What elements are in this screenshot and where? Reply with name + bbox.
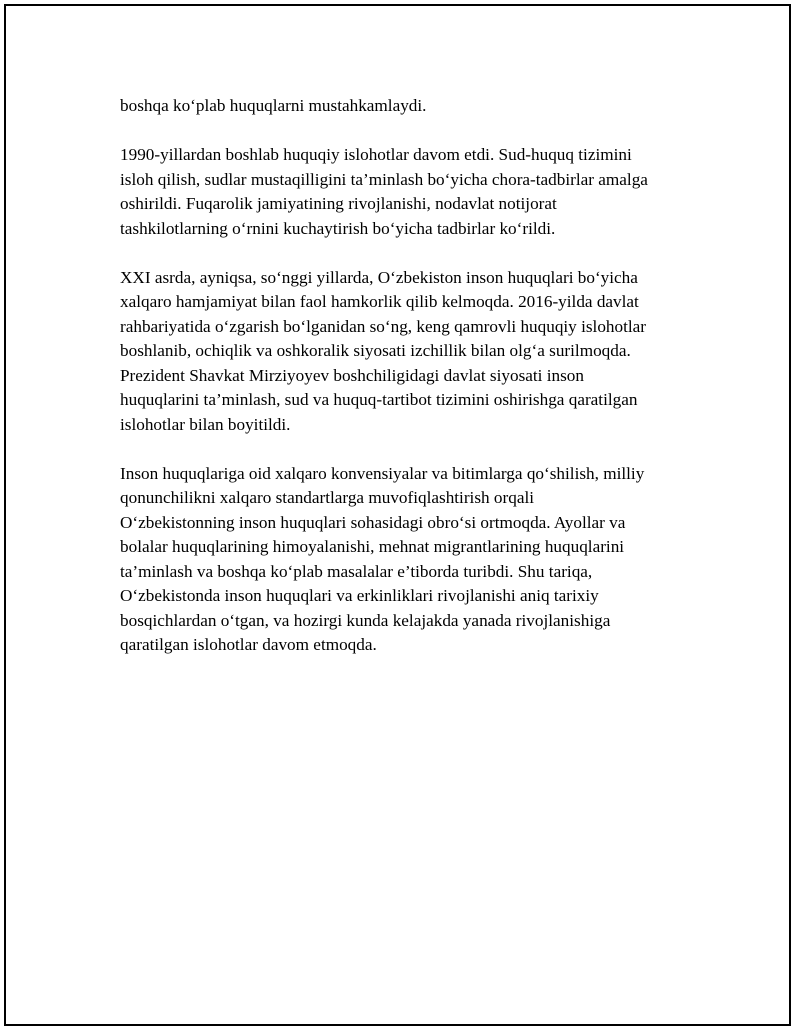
text-line: isloh qilish, sudlar mustaqilligini ta’minlash bo‘yicha chora-tadbirlar amalga	[120, 169, 648, 189]
text-line: oshirildi. Fuqarolik jamiyatining rivojlanishi, nodavlat notijorat	[120, 194, 557, 213]
document-page	[4, 4, 791, 1026]
text-line: xalqaro hamjamiyat bilan faol hamkorlik qilib kelmoqda. 2016-yilda davlat	[120, 292, 639, 311]
text-line: Prezident Shavkat Mirziyoyev boshchiligidagi davlat siyosati inson	[120, 365, 584, 385]
paragraph-1	[120, 94, 720, 119]
text-line: boshlanib, ochiqlik va oshkoralik siyosati izchillik bilan olg‘a surilmoqda.	[120, 341, 631, 360]
text-line: rahbariyatida o‘zgarish bo‘lganidan so‘ng, keng qamrovli huquqiy islohotlar	[120, 316, 646, 336]
text-line: qonunchilikni xalqaro standartlarga muvofiqlashtirish orqali	[120, 488, 535, 507]
text-line: 1990-yillardan boshlab huquqiy islohotlar davom etdi. Sud-huquq tizimini	[120, 145, 632, 164]
text-line: bolalar huquqlarining himoyalanishi, mehnat migrantlarining huquqlarini	[120, 537, 625, 556]
text-line: bosqichlardan o‘tgan, va hozirgi kunda kelajakda yanada rivojlanishiga	[120, 610, 611, 630]
text-line: O‘zbekistonda inson huquqlari va erkinliklari rivojlanishi aniq tarixiy	[120, 586, 599, 605]
document-body	[120, 94, 720, 682]
text-line: O‘zbekistonning inson huquqlari sohasidagi obro‘si ortmoqda. Ayollar va	[120, 512, 626, 532]
text-line: qaratilgan islohotlar davom etmoqda.	[120, 635, 377, 654]
text-line: boshqa ko‘plab huquqlarni mustahkamlaydi.	[120, 96, 427, 115]
text-line: tashkilotlarning o‘rnini kuchaytirish bo‘yicha tadbirlar ko‘rildi.	[120, 218, 556, 238]
paragraph-3	[120, 266, 720, 438]
paragraph-4	[120, 462, 720, 658]
text-line: XXI asrda, ayniqsa, so‘nggi yillarda, O‘zbekiston inson huquqlari bo‘yicha	[120, 267, 638, 287]
paragraph-2	[120, 143, 720, 241]
text-line: ta’minlash va boshqa ko‘plab masalalar e’tiborda turibdi. Shu tariqa,	[120, 561, 593, 581]
text-line: huquqlarini ta’minlash, sud va huquq-tartibot tizimini oshirishga qaratilgan	[120, 390, 638, 409]
text-line: islohotlar bilan boyitildi.	[120, 414, 291, 434]
text-line: Inson huquqlariga oid xalqaro konvensiyalar va bitimlarga qo‘shilish, milliy	[120, 463, 645, 483]
